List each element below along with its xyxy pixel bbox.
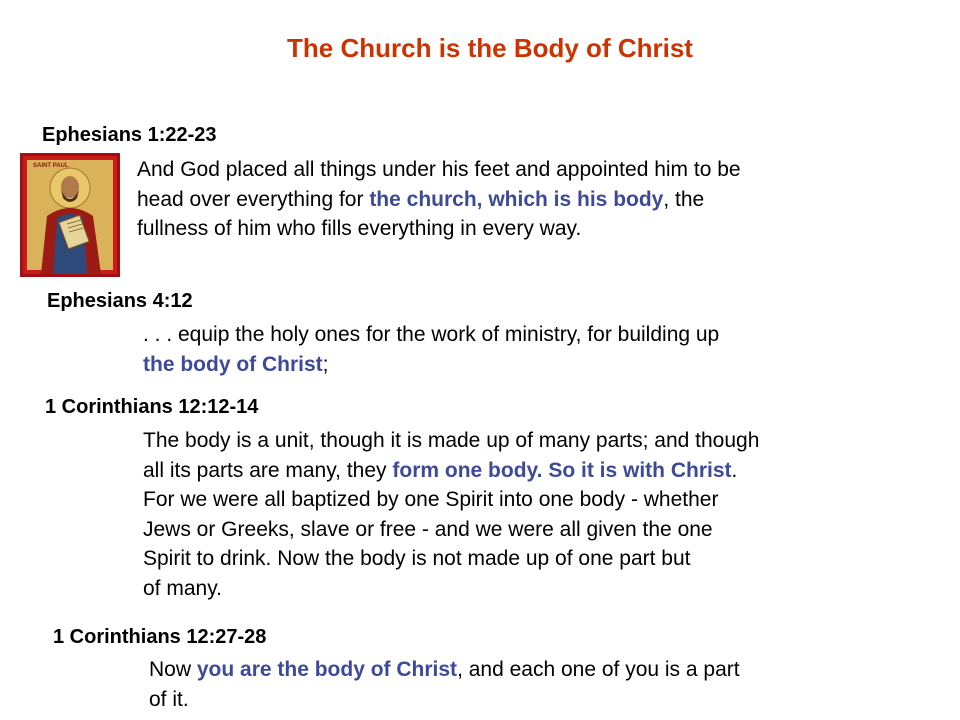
verse-text: head over everything for: [137, 187, 370, 211]
passage-line: [143, 544, 759, 574]
verse-text: Jews or Greeks, slave or free - and we were all given the one: [143, 517, 713, 541]
svg-text:SAINT PAUL: SAINT PAUL: [33, 163, 69, 169]
verse-text: The body is a unit, though it is made up of many parts; and though: [143, 429, 760, 452]
passage-line: [143, 426, 759, 456]
passage-reference: 1 Corinthians 12:12-14: [45, 396, 259, 418]
passage-line: [137, 214, 741, 244]
passage-reference: Ephesians 4:12: [47, 290, 193, 312]
verse-text: , the: [663, 187, 705, 211]
passage-text: [149, 655, 740, 714]
passage-line: [149, 685, 740, 715]
verse-text: all its parts are many, they: [143, 458, 393, 482]
verse-text: ;: [322, 352, 329, 376]
verse-text: .: [731, 458, 738, 482]
saint-paul-icon: [20, 153, 120, 277]
emphasis-text: the church, which is his body: [369, 187, 664, 211]
verse-text: fullness of him who fills everything in every way.: [137, 217, 582, 240]
passage-line: [143, 320, 719, 350]
verse-text: of many.: [143, 576, 222, 600]
passage-line: [137, 155, 741, 185]
passage-line: [143, 350, 719, 380]
passage-text: [143, 426, 759, 603]
verse-text: And God placed all things under his feet and appointed him to be: [137, 158, 741, 181]
passage-reference: Ephesians 1:22-23: [42, 124, 217, 146]
passage-line: [143, 456, 759, 486]
passage-line: [143, 515, 759, 545]
verse-text: , and each one of you is a part: [457, 658, 740, 681]
passage-line: [143, 574, 759, 604]
passage-text: [137, 155, 741, 244]
verse-text: For we were all baptized by one Spirit into one body - whether: [143, 488, 719, 511]
passage-line: [137, 185, 741, 215]
passage-text: [143, 320, 719, 379]
verse-text: of it.: [149, 687, 189, 711]
page-title: The Church is the Body of Christ: [287, 33, 693, 63]
emphasis-text: form one body. So it is with Christ: [392, 458, 732, 482]
verse-text: Spirit to drink. Now the body is not made up of one part but: [143, 547, 691, 570]
passage-line: [149, 655, 740, 685]
verse-text: Now: [149, 658, 197, 681]
emphasis-text: the body of Christ: [143, 352, 323, 376]
passage-reference: 1 Corinthians 12:27-28: [53, 626, 267, 648]
emphasis-text: you are the body of Christ: [196, 658, 458, 681]
passage-line: [143, 485, 759, 515]
verse-text: . . . equip the holy ones for the work of ministry, for building up: [143, 323, 720, 346]
